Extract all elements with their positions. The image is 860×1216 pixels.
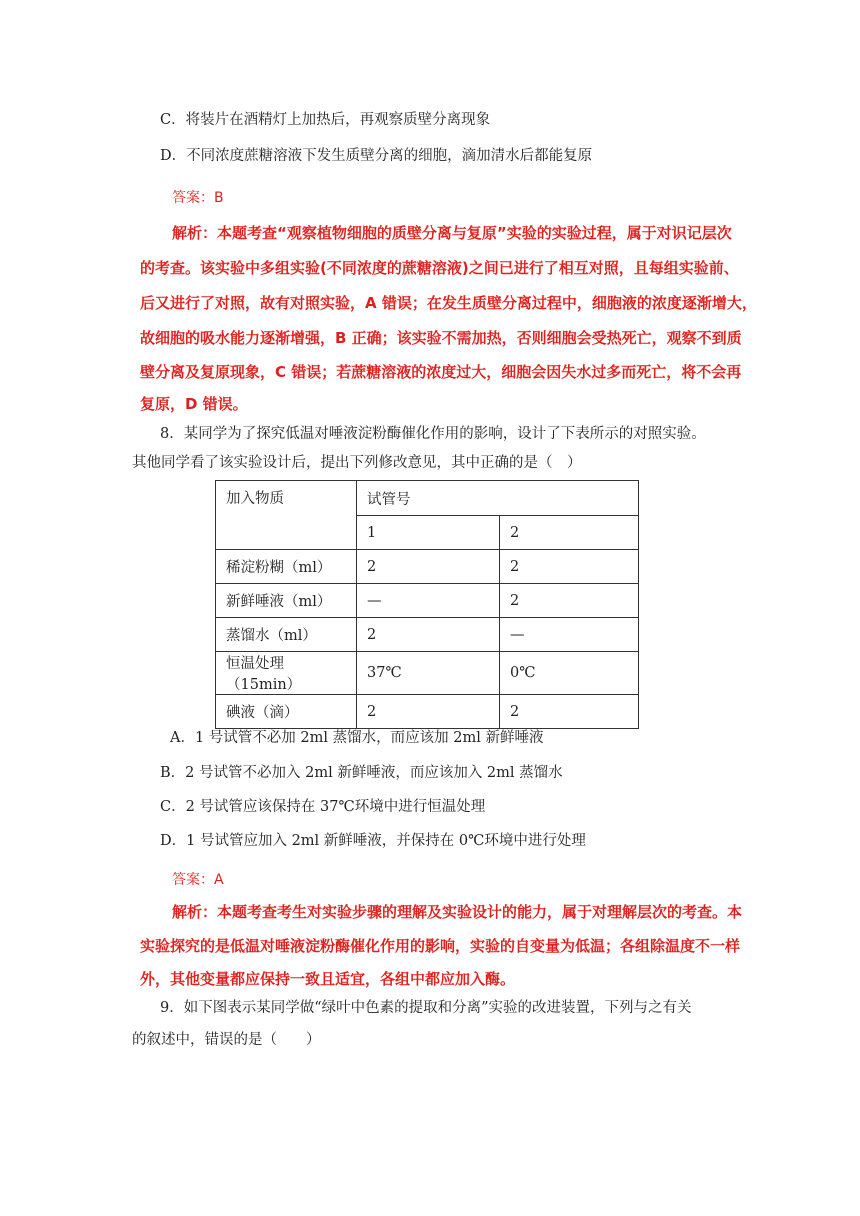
header-substance: 加入物质 [216, 481, 357, 550]
table-row [216, 584, 639, 618]
cell-tube-1: 2 [357, 618, 500, 652]
table-row [216, 618, 639, 652]
header-tube-number: 试管号 [357, 481, 639, 516]
row-label: 稀淀粉糊（ml） [216, 550, 357, 584]
cell-tube-1: 2 [357, 550, 500, 584]
cell-tube-2: 0℃ [500, 652, 639, 695]
analysis-line: 后又进行了对照，故有对照实验，A 错误；在发生质壁分离过程中，细胞液的浓度逐渐增大， [140, 294, 757, 312]
cell-tube-2: 2 [500, 550, 639, 584]
analysis-line: 外，其他变量都应保持一致且适宜，各组中都应加入酶。 [140, 970, 516, 988]
analysis-line: 实验探究的是低温对唾液淀粉酶催化作用的影响，实验的自变量为低温；各组除温度不一样 [140, 937, 741, 955]
cell-tube-1: — [357, 584, 500, 618]
table-row [216, 550, 639, 584]
q8-stem-line-2: 其他同学看了该实验设计后，提出下列修改意见，其中正确的是（ ） [132, 455, 582, 471]
cell-tube-2: 2 [500, 584, 639, 618]
q9-stem-line-1: 9．如下图表示某同学做“绿叶中色素的提取和分离”实验的改进装置，下列与之有关 [160, 1000, 692, 1016]
q7-option-d: D．不同浓度蔗糖溶液下发生质壁分离的细胞，滴加清水后都能复原 [160, 148, 593, 164]
row-label: 蒸馏水（ml） [216, 618, 357, 652]
q8-option-b: B．2 号试管不必加入 2ml 新鲜唾液，而应该加入 2ml 蒸馏水 [160, 765, 563, 781]
q8-option-c: C．2 号试管应该保持在 37℃环境中进行恒温处理 [160, 799, 486, 815]
cell-tube-1: 2 [357, 695, 500, 729]
cell-tube-1: 37℃ [357, 652, 500, 695]
cell-tube-2: — [500, 618, 639, 652]
q7-option-c: C．将装片在酒精灯上加热后，再观察质壁分离现象 [160, 112, 491, 128]
analysis-line: 复原，D 错误。 [140, 395, 248, 413]
q8-option-a: A．1 号试管不必加 2ml 蒸馏水，而应该加 2ml 新鲜唾液 [170, 730, 544, 746]
analysis-line: 解析：本题考查考生对实验步骤的理解及实验设计的能力，属于对理解层次的考查。本 [172, 903, 743, 921]
analysis-line: 的考查。该实验中多组实验(不同浓度的蔗糖溶液)之间已进行了相互对照，且每组实验前、 [140, 259, 739, 277]
q9-stem-line-2: 的叙述中，错误的是（ ） [132, 1032, 321, 1048]
header-tube-2: 2 [500, 516, 639, 550]
table-row [216, 652, 639, 695]
row-label: 碘液（滴） [216, 695, 357, 729]
header-tube-1: 1 [357, 516, 500, 550]
cell-tube-2: 2 [500, 695, 639, 729]
analysis-line: 故细胞的吸水能力逐渐增强，B 正确；该实验不需加热，否则细胞会受热死亡，观察不到质 [140, 329, 742, 347]
analysis-line: 壁分离及复原现象，C 错误；若蔗糖溶液的浓度过大，细胞会因失水过多而死亡，将不会再 [140, 363, 742, 381]
experiment-table [215, 480, 639, 729]
table-row [216, 695, 639, 729]
row-label: 恒温处理（15min） [216, 652, 357, 695]
q8-answer: 答案：A [172, 872, 224, 888]
row-label: 新鲜唾液（ml） [216, 584, 357, 618]
q8-stem-line-1: 8．某同学为了探究低温对唾液淀粉酶催化作用的影响，设计了下表所示的对照实验。 [160, 426, 706, 442]
q7-answer: 答案：B [172, 190, 224, 206]
analysis-line: 解析：本题考查“观察植物细胞的质壁分离与复原”实验的实验过程，属于对识记层次 [172, 224, 732, 242]
q8-option-d: D．1 号试管应加入 2ml 新鲜唾液，并保持在 0℃环境中进行处理 [160, 833, 586, 849]
